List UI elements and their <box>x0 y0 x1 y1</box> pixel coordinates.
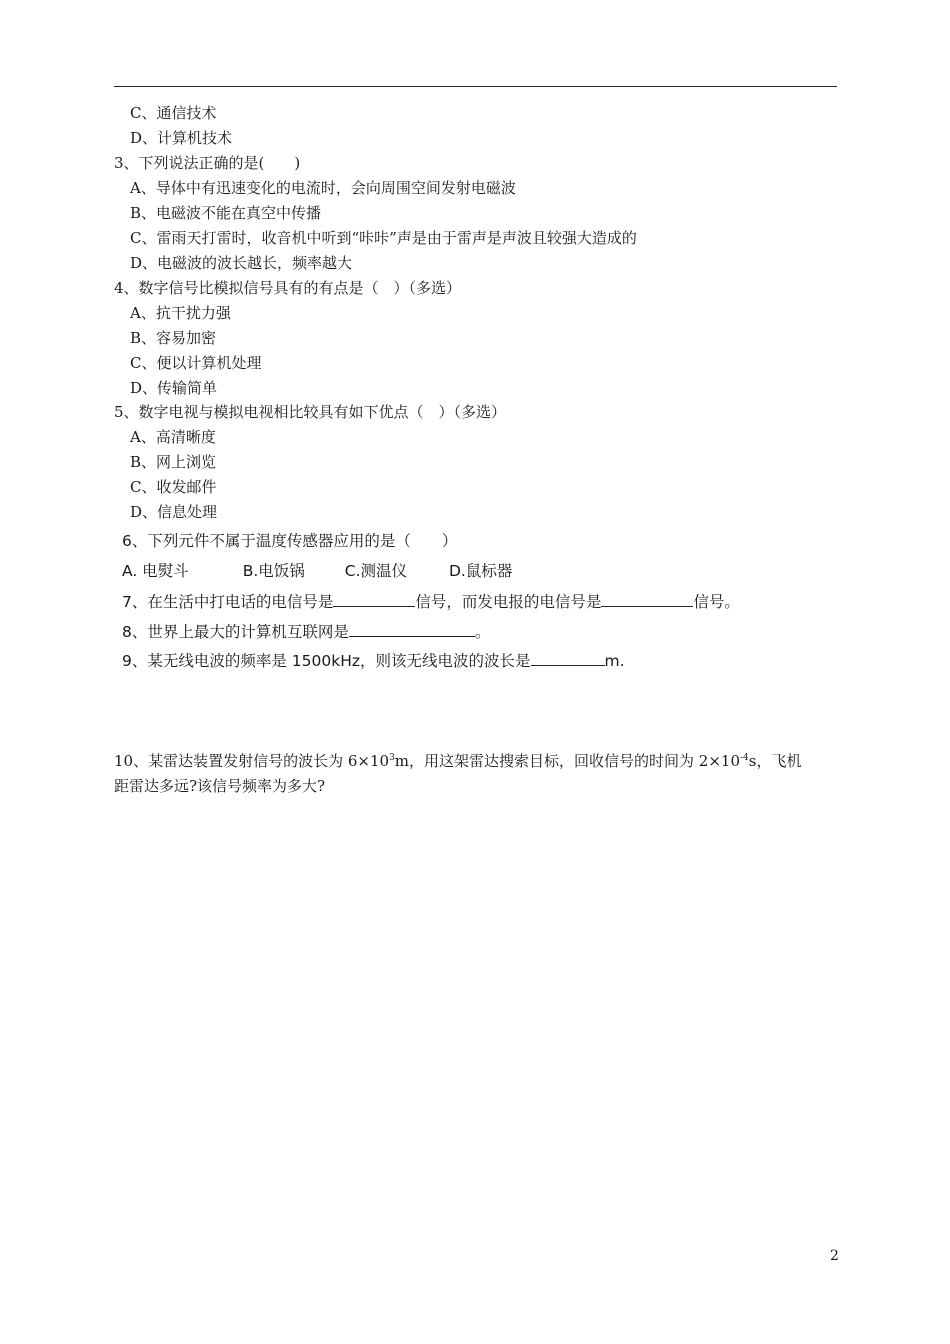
q5-option-a: A、高清晰度 <box>130 428 216 446</box>
q10-text-c: s，飞机 <box>748 752 802 770</box>
q5-stem: 5、数字电视与模拟电视相比较具有如下优点（ ）（多选） <box>114 403 507 421</box>
q10-exponent-1: 3 <box>389 753 395 763</box>
q2-option-c: C、通信技术 <box>130 104 217 122</box>
header-rule <box>114 86 837 87</box>
q5-option-c: C、收发邮件 <box>130 478 217 496</box>
q7-text-2: 信号，而发电报的电信号是 <box>415 593 602 611</box>
q10-exponent-2: -4 <box>740 753 749 763</box>
q7-line <box>122 592 740 611</box>
q7-text-1: 7、在生活中打电话的电信号是 <box>122 593 334 611</box>
q10-text-a: 10、某雷达装置发射信号的波长为 6×10 <box>114 752 390 770</box>
q9-line <box>122 651 625 670</box>
q2-option-d: D、计算机技术 <box>130 129 233 147</box>
q7-blank-1[interactable] <box>333 592 415 607</box>
q8-text-1: 8、世界上最大的计算机互联网是 <box>122 623 349 641</box>
q4-stem: 4、数字信号比模拟信号具有的有点是（ ）（多选） <box>114 279 462 297</box>
q9-blank[interactable] <box>531 651 605 666</box>
q3-option-b: B、电磁波不能在真空中传播 <box>130 204 322 222</box>
q8-blank[interactable] <box>349 622 475 637</box>
q4-option-d: D、传输简单 <box>130 379 218 397</box>
q4-option-c: C、便以计算机处理 <box>130 354 262 372</box>
q9-text-2: m. <box>604 652 625 670</box>
q6-option-a: A. 电熨斗 <box>122 562 189 580</box>
q10-text-b: m，用这架雷达搜索目标，回收信号的时间为 2×10 <box>394 752 740 770</box>
q10-line-2: 距雷达多远?该信号频率为多大? <box>114 777 326 795</box>
q4-option-b: B、容易加密 <box>130 329 217 347</box>
q6-option-c: C.测温仪 <box>344 562 407 580</box>
q8-line <box>122 622 490 641</box>
q6-stem: 6、下列元件不属于温度传感器应用的是（ ） <box>122 532 458 550</box>
q6-option-d: D.鼠标器 <box>449 562 513 580</box>
page-number: 2 <box>830 1248 839 1264</box>
q3-option-a: A、导体中有迅速变化的电流时，会向周围空间发射电磁波 <box>130 179 516 197</box>
q6-option-b: B.电饭锅 <box>242 562 305 580</box>
q3-option-c: C、雷雨天打雷时，收音机中听到“咔咔”声是由于雷声是声波且较强大造成的 <box>130 229 637 247</box>
q5-option-b: B、网上浏览 <box>130 453 217 471</box>
q10-line-1 <box>114 752 801 770</box>
q7-text-3: 信号。 <box>693 593 740 611</box>
q4-option-a: A、抗干扰力强 <box>130 304 231 322</box>
q3-option-d: D、电磁波的波长越长，频率越大 <box>130 254 353 272</box>
q7-blank-2[interactable] <box>601 592 693 607</box>
q5-option-d: D、信息处理 <box>130 503 218 521</box>
q8-text-2: 。 <box>474 623 491 641</box>
q9-text-1: 9、某无线电波的频率是 1500kHz，则该无线电波的波长是 <box>122 652 531 670</box>
q6-options <box>122 562 512 580</box>
q3-stem: 3、下列说法正确的是( ) <box>114 154 301 172</box>
